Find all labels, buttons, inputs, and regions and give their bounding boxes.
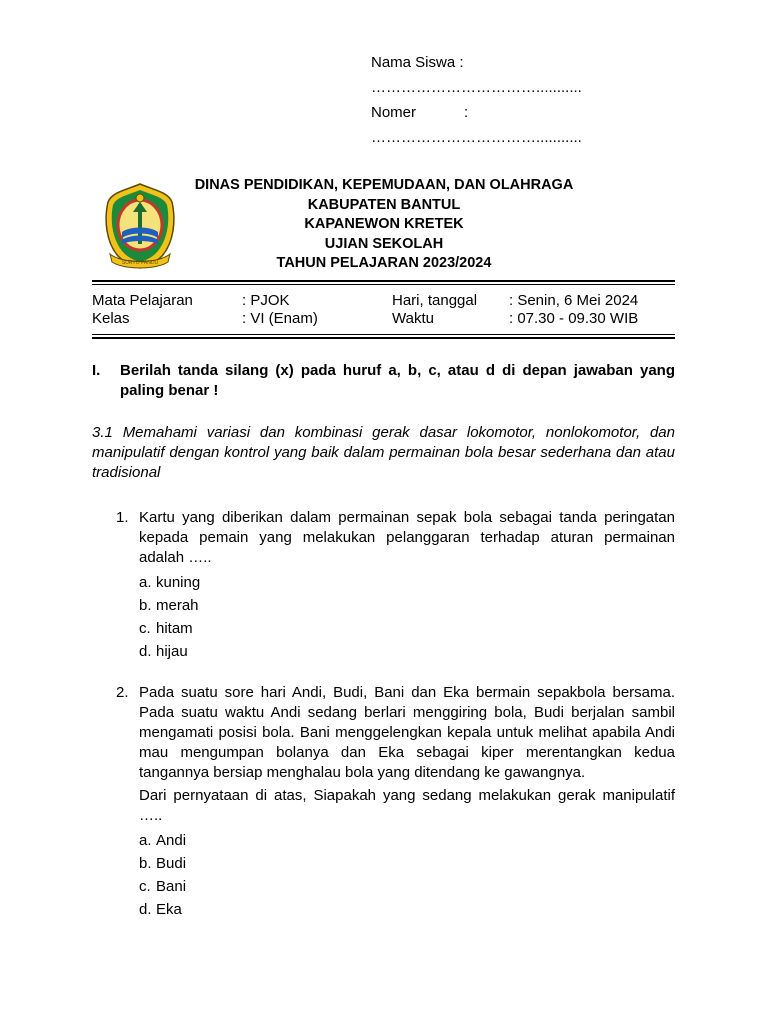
time-label: Waktu — [392, 310, 434, 327]
option-text: hitam — [156, 620, 193, 637]
basic-competency: 3.1 Memahami variasi dan kombinasi gerak dasar lokomotor, nonlokomotor, dan manipulatif dengan kontrol yang baik dalam permainan bola besar sederhana dan atau tradisional — [92, 424, 675, 481]
option-text: Andi — [156, 832, 187, 849]
header-regency: KABUPATEN BANTUL — [307, 196, 461, 213]
option-letter: d. — [139, 643, 152, 660]
question-1 — [116, 508, 675, 663]
answer-option-a[interactable] — [139, 829, 675, 852]
answer-option-a[interactable] — [139, 571, 675, 594]
exam-header — [100, 176, 668, 274]
subject-value-column — [242, 292, 318, 328]
option-text: Bani — [156, 878, 187, 895]
subject-label: Mata Pelajaran — [92, 292, 193, 309]
answer-option-d[interactable] — [139, 898, 675, 921]
svg-text:SURYO PANDU: SURYO PANDU — [121, 260, 159, 266]
header-district: KAPANEWON KRETEK — [304, 216, 464, 232]
schedule-value-column — [509, 292, 638, 328]
question-stem: Kartu yang diberikan dalam permainan sepak bola sebagai tanda peringatan kepada pemain yang melakukan pelanggaran terhadap aturan permainan adalah ….. — [139, 509, 675, 566]
question-text — [139, 508, 675, 568]
option-text: Budi — [156, 855, 187, 872]
student-number-blank: ……………………………........... — [371, 129, 582, 146]
student-name-label: Nama Siswa : — [371, 54, 464, 71]
question-number: 1. — [116, 509, 129, 526]
question-2 — [116, 683, 675, 921]
option-text: kuning — [156, 574, 201, 591]
student-number-colon: : — [464, 104, 469, 121]
option-text: Eka — [156, 901, 182, 918]
question-number: 2. — [116, 684, 129, 701]
answer-option-d[interactable] — [139, 640, 675, 663]
info-divider-thin — [92, 334, 675, 335]
header-divider-top — [92, 280, 675, 282]
question-stem: Pada suatu sore hari Andi, Budi, Bani dan Eka bermain sepakbola bersama. Pada suatu waktu Andi sedang berlari menggiring bola, Budi berjalan sambil mengamati posisi bola. Bani menggelengkan kepala untuk melihat apabila Andi mau mengumpan bolanya dan Eka sebagai kiper merentangkan kedua tangannya bersiap menghalau bola yang ditendang ke gawangnya. — [139, 684, 675, 781]
question-prompt: Dari pernyataan di atas, Siapakah yang sedang melakukan gerak manipulatif ….. — [139, 787, 675, 824]
option-text: hijau — [156, 643, 188, 660]
subject-label-column — [92, 292, 193, 328]
schedule-label-column — [392, 292, 477, 328]
student-identity-block — [371, 50, 582, 150]
student-number-label: Nomer — [371, 104, 417, 121]
section-instruction — [92, 361, 675, 401]
subject-value: : PJOK — [242, 292, 290, 309]
answer-option-c[interactable] — [139, 875, 675, 898]
answer-option-b[interactable] — [139, 852, 675, 875]
option-letter: b. — [139, 597, 152, 614]
question-text — [139, 683, 675, 826]
section-number: I. — [92, 362, 101, 379]
info-divider-bottom — [92, 337, 675, 339]
answer-option-c[interactable] — [139, 617, 675, 640]
header-agency: DINAS PENDIDIKAN, KEPEMUDAAN, DAN OLAHRAGA — [194, 177, 574, 193]
instruction-text: Berilah tanda silang (x) pada huruf a, b, c, atau d di depan jawaban yang paling benar ! — [120, 362, 675, 399]
option-letter: c. — [139, 878, 151, 895]
option-text: merah — [156, 597, 199, 614]
option-letter: a. — [139, 574, 152, 591]
option-letter: b. — [139, 855, 152, 872]
header-school-year: TAHUN PELAJARAN 2023/2024 — [276, 255, 492, 271]
class-value: : VI (Enam) — [242, 310, 318, 327]
time-value: : 07.30 - 09.30 WIB — [509, 310, 639, 327]
option-letter: a. — [139, 832, 152, 849]
day-value: : Senin, 6 Mei 2024 — [509, 292, 639, 309]
header-exam-title: UJIAN SEKOLAH — [324, 235, 444, 252]
answer-option-b[interactable] — [139, 594, 675, 617]
day-label: Hari, tanggal — [392, 292, 478, 309]
header-divider-top-thin — [92, 284, 675, 285]
option-letter: d. — [139, 901, 152, 918]
option-letter: c. — [139, 620, 151, 637]
class-label: Kelas — [92, 310, 130, 327]
student-number-row — [371, 100, 582, 125]
student-name-blank: ……………………………........... — [371, 79, 582, 96]
